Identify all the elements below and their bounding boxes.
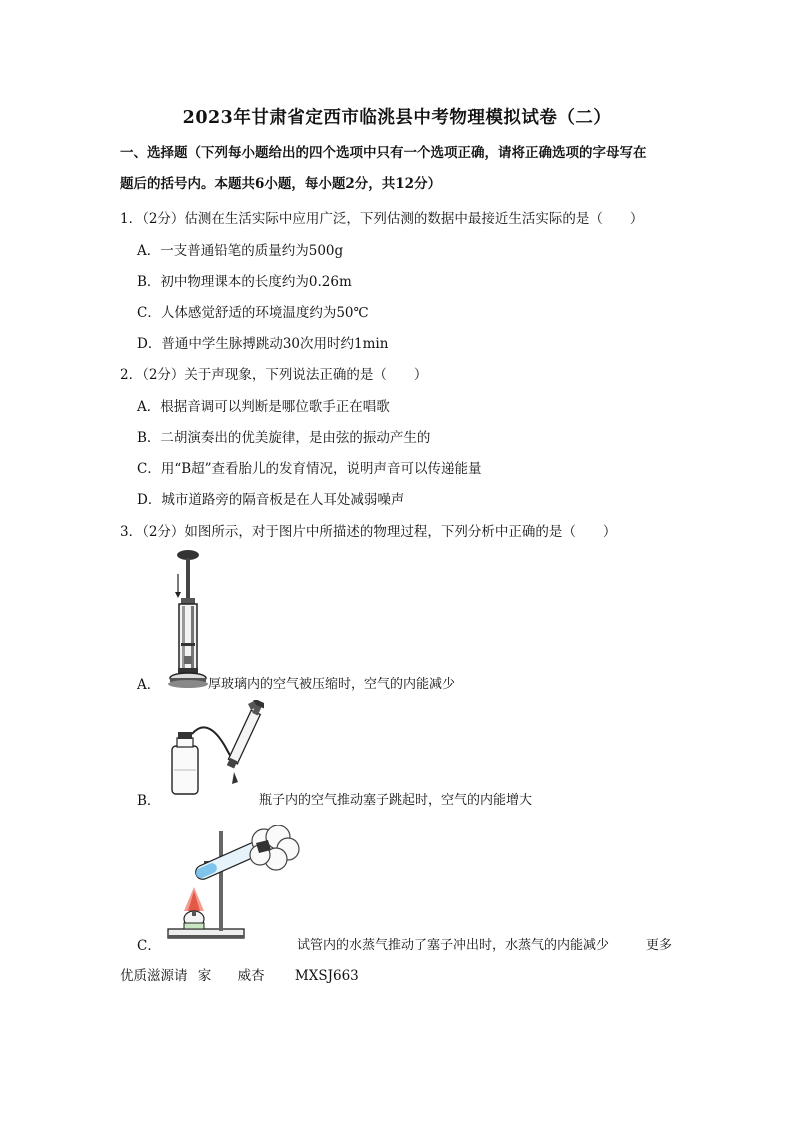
compression-cylinder-figure [164, 548, 212, 690]
question-1-option-a: A．一支普通铅笔的质量约为500g [137, 243, 344, 259]
question-3-stem: 3．（2分）如图所示，对于图片中所描述的物理过程，下列分析中正确的是（ ） [120, 524, 617, 540]
question-3-option-a-text: 厚玻璃内的空气被压缩时，空气的内能减少 [208, 677, 456, 692]
footer-part-1: 优质滋源请 [120, 968, 188, 984]
question-3-option-b-letter: B． [137, 793, 161, 809]
footer-more-text: 更多 [646, 938, 673, 953]
section-heading-line2: 题后的括号内。本题共6小题，每小题2分，共12分） [120, 176, 442, 192]
footer-part-2: 家 [197, 968, 212, 984]
question-1-option-d: D．普通中学生脉搏跳动30次用时约1min [137, 336, 389, 352]
question-3-option-c-text: 试管内的水蒸气推动了塞子冲出时，水蒸气的内能减少 [297, 938, 610, 953]
question-3-option-b-text: 瓶子内的空气推动塞子跳起时，空气的内能增大 [259, 793, 533, 808]
question-1-stem: 1．（2分）估测在生活实际中应用广泛，下列估测的数据中最接近生活实际的是（ ） [120, 211, 644, 227]
question-3-option-c-letter: C． [137, 938, 161, 954]
question-2-option-d: D．城市道路旁的隔音板是在人耳处减弱噪声 [137, 492, 405, 508]
footer-promo [120, 964, 359, 984]
question-2-stem: 2．（2分）关于声现象，下列说法正确的是（ ） [120, 367, 428, 383]
test-tube-steam-figure [164, 825, 302, 943]
question-2-option-a: A．根据音调可以判断是哪位歌手正在唱歌 [137, 399, 390, 415]
exam-title: 2023年甘肃省定西市临洮县中考物理模拟试卷（二） [182, 108, 612, 128]
question-2-option-c: C．用“B超”查看胎儿的发育情况，说明声音可以传递能量 [137, 461, 482, 477]
question-1-option-b: B．初中物理课本的长度约为0.26m [137, 274, 352, 290]
footer-part-3: 威杏 [237, 968, 265, 984]
question-2-option-b: B．二胡演奏出的优美旋律，是由弦的振动产生的 [137, 430, 431, 446]
footer-part-4: MXSJ663 [294, 968, 359, 984]
bottle-pump-figure [164, 700, 264, 802]
question-1-option-c: C．人体感觉舒适的环境温度约为50℃ [137, 305, 369, 321]
question-3-option-a-letter: A． [137, 677, 161, 693]
section-heading-line1: 一、选择题（下列每小题给出的四个选项中只有一个选项正确，请将正确选项的字母写在 [120, 145, 647, 161]
